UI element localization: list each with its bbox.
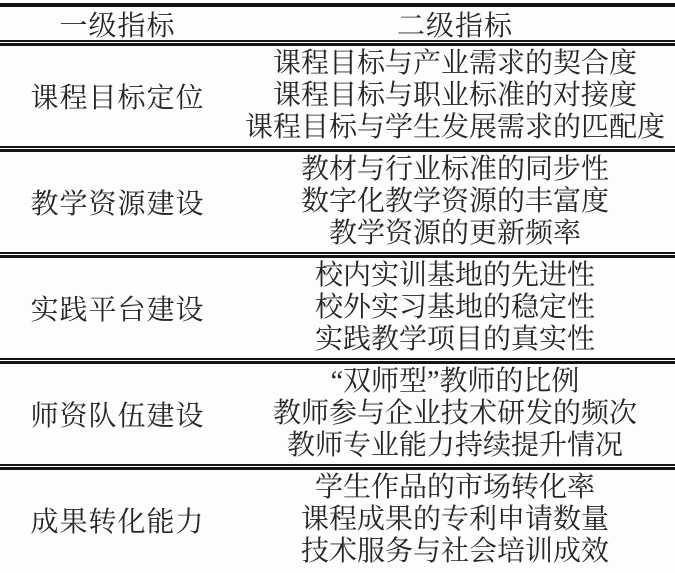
level2-indicator-group bbox=[235, 472, 675, 568]
header-level1: 一级指标 bbox=[59, 10, 176, 42]
level1-indicator: 课程目标定位 bbox=[30, 83, 205, 114]
level1-indicator: 成果转化能力 bbox=[30, 507, 205, 538]
indicator-table bbox=[0, 3, 675, 570]
level2-indicator-group bbox=[235, 154, 675, 250]
level2-indicator: 课程成果的专利申请数量 bbox=[300, 504, 609, 535]
level1-indicator: 实践平台建设 bbox=[30, 295, 205, 326]
level2-indicator: 数字化教学资源的丰富度 bbox=[300, 186, 609, 217]
level2-indicator: 技术服务与社会培训成效 bbox=[300, 536, 609, 567]
level1-indicator: 师资队伍建设 bbox=[30, 401, 205, 432]
table-row bbox=[0, 470, 675, 570]
level1-indicator: 教学资源建设 bbox=[30, 189, 205, 220]
header-level2: 二级指标 bbox=[396, 10, 513, 42]
level2-indicator: 教学资源的更新频率 bbox=[328, 218, 581, 249]
table-row bbox=[0, 258, 675, 358]
level2-indicator-group bbox=[235, 366, 675, 462]
table-row bbox=[0, 364, 675, 464]
level2-indicator: 课程目标与学生发展需求的匹配度 bbox=[244, 112, 665, 143]
level2-indicator: 教师参与企业技术研发的频次 bbox=[272, 398, 637, 429]
level2-indicator: 学生作品的市场转化率 bbox=[314, 472, 595, 503]
level2-indicator: 校外实习基地的稳定性 bbox=[314, 292, 595, 323]
level2-indicator-group bbox=[235, 48, 675, 144]
level2-indicator: “双师型”教师的比例 bbox=[330, 366, 580, 397]
table-header-row bbox=[0, 7, 675, 40]
table-row bbox=[0, 46, 675, 146]
level2-indicator: 课程目标与职业标准的对接度 bbox=[272, 80, 637, 111]
level2-indicator: 教师专业能力持续提升情况 bbox=[286, 430, 623, 461]
level2-indicator: 校内实训基地的先进性 bbox=[314, 260, 595, 291]
level2-indicator: 实践教学项目的真实性 bbox=[314, 324, 595, 355]
level2-indicator: 课程目标与产业需求的契合度 bbox=[272, 48, 637, 79]
table-row bbox=[0, 152, 675, 252]
level2-indicator: 教材与行业标准的同步性 bbox=[300, 154, 609, 185]
level2-indicator-group bbox=[235, 260, 675, 356]
